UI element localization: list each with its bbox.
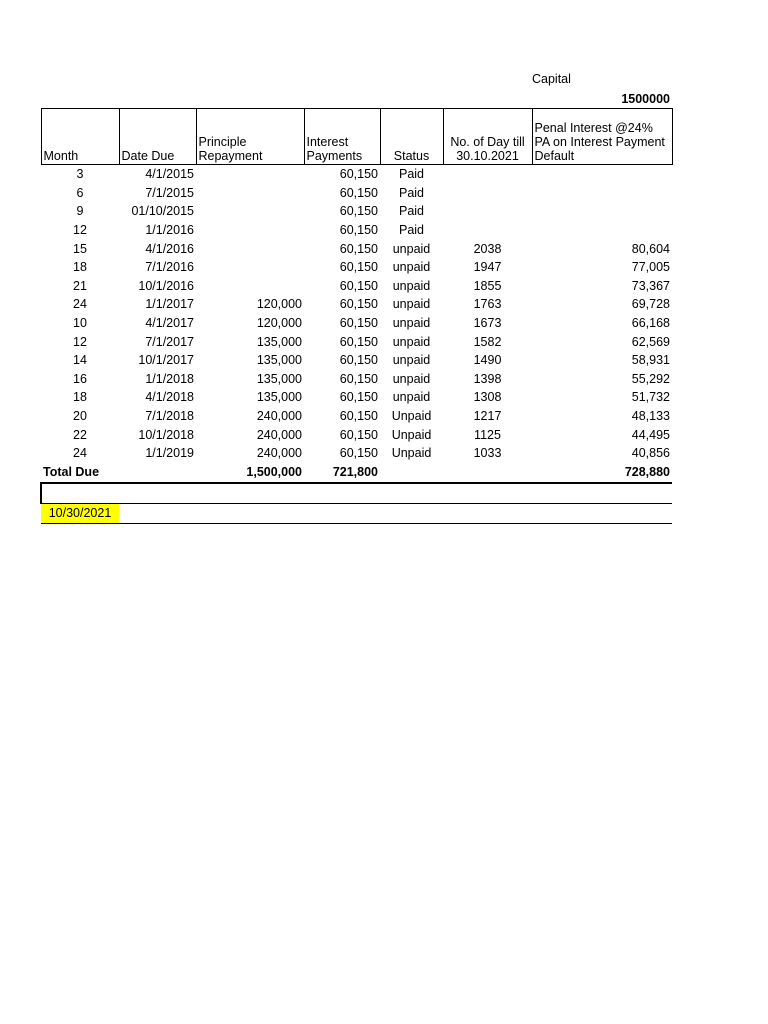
cell-status: Paid <box>398 167 425 182</box>
cell-month: 15 <box>73 241 87 256</box>
cell-month: 9 <box>76 204 84 219</box>
cell-month: 18 <box>73 390 87 405</box>
header-date-due: Date Due <box>119 109 196 165</box>
cell-month: 20 <box>73 409 87 424</box>
cell-days <box>443 165 532 184</box>
cell-month: 14 <box>73 353 87 368</box>
cell-month: 6 <box>76 185 84 200</box>
cell-date-due: 7/1/2018 <box>145 409 194 424</box>
table-row <box>41 258 672 277</box>
cell-interest: 60,150 <box>339 297 378 312</box>
cell-status: Paid <box>398 223 425 238</box>
cell-days: 2038 <box>473 241 502 256</box>
cell-principle: 240,000 <box>256 446 302 461</box>
cell-penal: 69,728 <box>631 297 670 312</box>
total-interest: 721,800 <box>304 463 380 483</box>
cell-penal <box>532 165 672 184</box>
table-row <box>41 425 672 444</box>
cell-status: Unpaid <box>391 427 432 442</box>
cell-date-due: 1/1/2018 <box>145 371 194 386</box>
cell-interest: 60,150 <box>339 223 378 238</box>
cell-month: 16 <box>73 371 87 386</box>
cell-date-due: 7/1/2016 <box>145 260 194 275</box>
cell-days: 1947 <box>473 260 502 275</box>
cell-interest: 60,150 <box>339 260 378 275</box>
cell-date-due: 10/1/2018 <box>138 427 194 442</box>
table-row <box>41 351 672 370</box>
cell-month: 22 <box>73 427 87 442</box>
cell-date-due: 7/1/2017 <box>145 334 194 349</box>
cell-principle: 120,000 <box>256 316 302 331</box>
total-days-empty <box>443 463 532 483</box>
cell-principle <box>196 258 304 277</box>
table-row <box>41 277 672 296</box>
header-principle: Principle Repayment <box>196 109 304 165</box>
table-row <box>41 239 672 258</box>
cell-month: 21 <box>73 278 87 293</box>
cell-penal: 51,732 <box>631 390 670 405</box>
total-label: Total Due <box>41 463 119 483</box>
as-of-date-row <box>41 503 672 523</box>
cell-status: Paid <box>398 185 425 200</box>
cell-principle: 135,000 <box>256 353 302 368</box>
cell-principle: 240,000 <box>256 409 302 424</box>
cell-date-due: 4/1/2015 <box>145 167 194 182</box>
capital-value: 1500000 <box>621 92 670 106</box>
cell-principle: 240,000 <box>256 427 302 442</box>
cell-date-due: 1/1/2016 <box>145 223 194 238</box>
cell-days: 1582 <box>473 334 502 349</box>
cell-interest: 60,150 <box>339 427 378 442</box>
cell-days: 1490 <box>473 353 502 368</box>
table-row <box>41 202 672 221</box>
table-row <box>41 184 672 203</box>
cell-interest: 60,150 <box>339 185 378 200</box>
cell-status: unpaid <box>392 390 431 405</box>
cell-date-due: 1/1/2017 <box>145 297 194 312</box>
cell-date-due: 10/1/2017 <box>138 353 194 368</box>
cell-interest: 60,150 <box>339 334 378 349</box>
total-principle: 1,500,000 <box>196 463 304 483</box>
total-penal: 728,880 <box>532 463 672 483</box>
cell-penal: 77,005 <box>631 260 670 275</box>
cell-days: 1217 <box>473 409 502 424</box>
header-days: No. of Day till 30.10.2021 <box>443 109 532 165</box>
table-row <box>41 314 672 333</box>
cell-penal: 73,367 <box>631 278 670 293</box>
cell-penal: 80,604 <box>631 241 670 256</box>
cell-date-due: 4/1/2017 <box>145 316 194 331</box>
total-status-empty <box>380 463 443 483</box>
cell-status: unpaid <box>392 278 431 293</box>
cell-days: 1125 <box>474 427 501 442</box>
header-penal: Penal Interest @24% PA on Interest Payment Default <box>532 109 672 165</box>
cell-status: unpaid <box>392 297 431 312</box>
cell-penal: 44,495 <box>631 427 670 442</box>
table-header-row <box>41 109 672 165</box>
cell-interest: 60,150 <box>339 316 378 331</box>
header-interest: Interest Payments <box>304 109 380 165</box>
cell-penal <box>532 202 672 221</box>
cell-principle <box>196 202 304 221</box>
cell-month: 24 <box>73 297 87 312</box>
cell-principle <box>196 184 304 203</box>
cell-status: unpaid <box>392 241 431 256</box>
cell-interest: 60,150 <box>339 446 378 461</box>
cell-month: 24 <box>73 446 87 461</box>
total-date-empty <box>119 463 196 483</box>
cell-days <box>443 202 532 221</box>
cell-penal: 55,292 <box>631 371 670 386</box>
cell-date-due: 4/1/2018 <box>145 390 194 405</box>
cell-days: 1033 <box>473 446 502 461</box>
cell-days: 1673 <box>473 316 502 331</box>
cell-days: 1763 <box>473 297 502 312</box>
cell-principle: 135,000 <box>256 390 302 405</box>
cell-penal: 62,569 <box>631 334 670 349</box>
repayment-schedule-table <box>40 108 673 524</box>
cell-principle <box>196 165 304 184</box>
cell-status: Paid <box>398 204 425 219</box>
cell-month: 18 <box>73 260 87 275</box>
cell-month: 12 <box>73 334 87 349</box>
table-row <box>41 295 672 314</box>
cell-principle <box>196 239 304 258</box>
cell-interest: 60,150 <box>339 278 378 293</box>
table-row <box>41 221 672 240</box>
cell-interest: 60,150 <box>339 390 378 405</box>
cell-interest: 60,150 <box>339 204 378 219</box>
cell-principle: 120,000 <box>256 297 302 312</box>
cell-penal: 48,133 <box>631 409 670 424</box>
cell-interest: 60,150 <box>339 167 378 182</box>
cell-days <box>443 184 532 203</box>
header-month: Month <box>41 109 119 165</box>
cell-status: unpaid <box>392 353 431 368</box>
cell-penal: 40,856 <box>631 446 670 461</box>
cell-principle: 135,000 <box>256 371 302 386</box>
cell-month: 12 <box>73 223 87 238</box>
cell-status: Unpaid <box>391 409 432 424</box>
cell-principle: 135,000 <box>256 334 302 349</box>
cell-status: Unpaid <box>391 446 432 461</box>
cell-interest: 60,150 <box>339 353 378 368</box>
cell-interest: 60,150 <box>339 409 378 424</box>
header-status: Status <box>380 109 443 165</box>
cell-date-due: 10/1/2016 <box>138 278 194 293</box>
table-row <box>41 444 672 463</box>
table-row <box>41 388 672 407</box>
cell-month: 3 <box>76 167 84 182</box>
capital-label: Capital <box>532 72 571 86</box>
table-row <box>41 370 672 389</box>
blank-row <box>41 483 672 504</box>
cell-days: 1308 <box>473 390 502 405</box>
cell-penal <box>532 221 672 240</box>
cell-days <box>443 221 532 240</box>
as-of-date: 10/30/2021 <box>41 503 119 523</box>
cell-date-due: 7/1/2015 <box>145 185 194 200</box>
table-row <box>41 407 672 426</box>
cell-date-due: 01/10/2015 <box>131 204 194 219</box>
cell-penal: 58,931 <box>631 353 670 368</box>
cell-interest: 60,150 <box>339 241 378 256</box>
cell-interest: 60,150 <box>339 371 378 386</box>
cell-status: unpaid <box>392 371 431 386</box>
cell-month: 10 <box>73 316 87 331</box>
cell-penal: 66,168 <box>631 316 670 331</box>
table-row <box>41 332 672 351</box>
total-row <box>41 463 672 483</box>
cell-days: 1855 <box>473 278 502 293</box>
cell-date-due: 4/1/2016 <box>145 241 194 256</box>
table-row <box>41 165 672 184</box>
cell-penal <box>532 184 672 203</box>
cell-principle <box>196 277 304 296</box>
cell-status: unpaid <box>392 316 431 331</box>
cell-days: 1398 <box>473 371 502 386</box>
cell-status: unpaid <box>392 334 431 349</box>
cell-date-due: 1/1/2019 <box>145 446 194 461</box>
cell-principle <box>196 221 304 240</box>
cell-status: unpaid <box>392 260 431 275</box>
